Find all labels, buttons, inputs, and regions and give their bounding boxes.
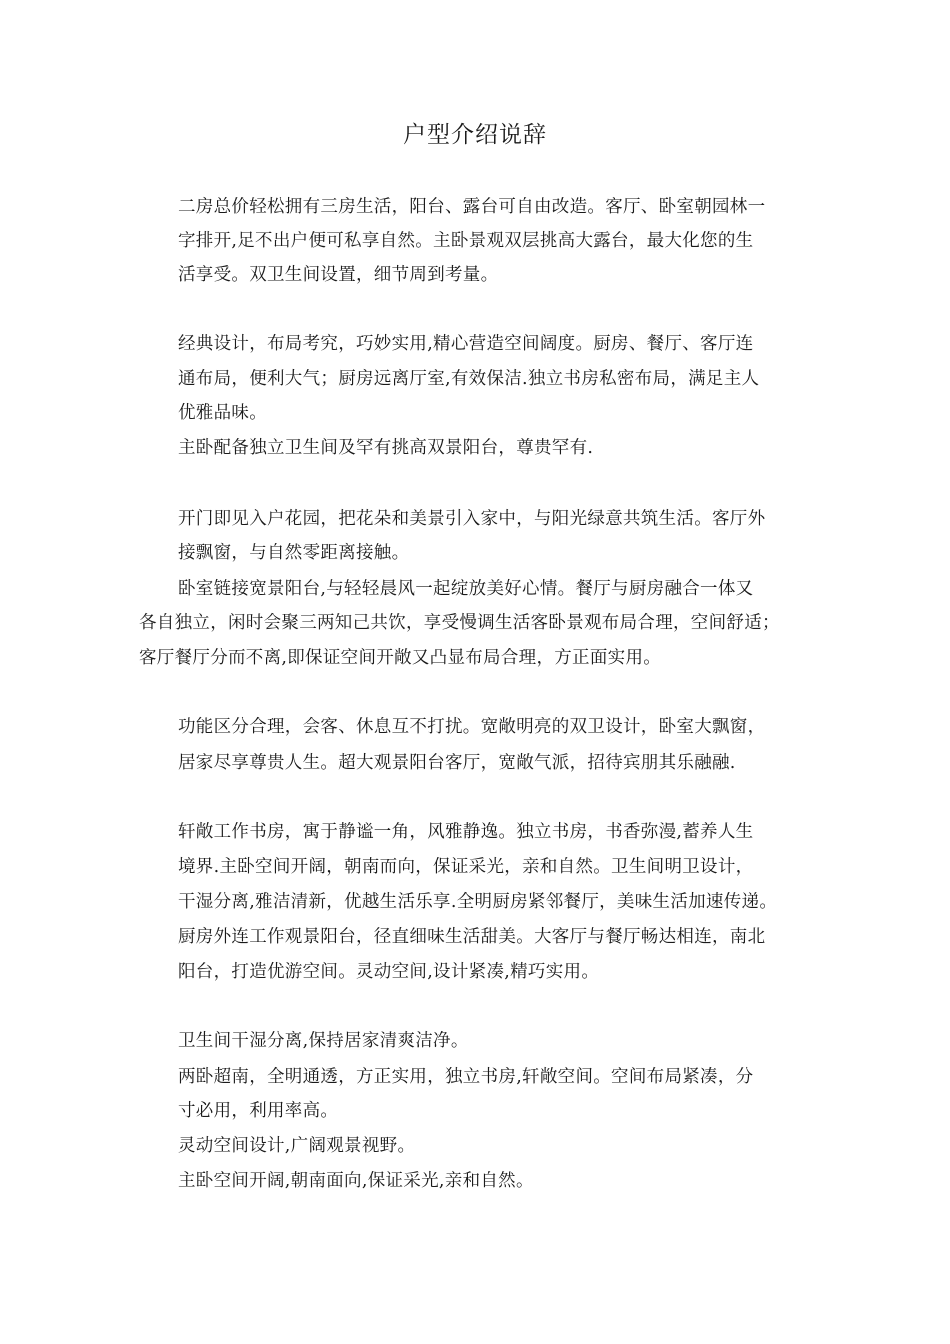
paragraph-line: 二房总价轻松拥有三房生活，阳台、露台可自由改造。客厅、卧室朝园林一 (178, 197, 766, 217)
paragraph-line: 境界.主卧空间开阔，朝南而向，保证采光，亲和自然。卫生间明卫设计， (178, 857, 754, 877)
paragraph-line: 通布局，便利大气；厨房远离厅室,有效保洁.独立书房私密布局，满足主人 (178, 369, 760, 389)
paragraph-line: 活享受。双卫生间设置，细节周到考量。 (178, 265, 499, 285)
paragraph-line: 厨房外连工作观景阳台，径直细味生活甜美。大客厅与餐厅畅达相连，南北 (178, 927, 766, 947)
paragraph-line: 经典设计，布局考究，巧妙实用,精心营造空间阔度。厨房、餐厅、客厅连 (178, 334, 754, 354)
paragraph-line: 卧室链接宽景阳台,与轻轻晨风一起绽放美好心情。餐厅与厨房融合一体又 (178, 579, 754, 599)
paragraph-line: 字排开,足不出户便可私享自然。主卧景观双层挑高大露台，最大化您的生 (178, 231, 754, 251)
paragraph-line: 接飘窗，与自然零距离接触。 (178, 543, 410, 563)
paragraph-line: 开门即见入户花园，把花朵和美景引入家中，与阳光绿意共筑生活。客厅外 (178, 509, 766, 529)
paragraph-line: 轩敞工作书房，寓于静谧一角，风雅静逸。独立书房，书香弥漫,蓄养人生 (178, 822, 754, 842)
paragraph-line: 卫生间干湿分离,保持居家清爽洁净。 (178, 1031, 469, 1051)
paragraph-line: 居家尽享尊贵人生。超大观景阳台客厅，宽敞气派，招待宾朋其乐融融. (178, 753, 736, 773)
paragraph-line: 功能区分合理，会客、休息互不打扰。宽敞明亮的双卫设计，卧室大飘窗， (178, 717, 766, 737)
paragraph-line: 灵动空间设计,广阔观景视野。 (178, 1136, 416, 1156)
paragraph-line: 各自独立，闲时会聚三两知己共饮，享受慢调生活客卧景观布局合理，空间舒适； (139, 613, 780, 633)
paragraph-line: 干湿分离,雅洁清新，优越生活乐享.全明厨房紧邻餐厅，美味生活加速传递。 (178, 892, 778, 912)
paragraph-line: 阳台，打造优游空间。灵动空间,设计紧凑,精巧实用。 (178, 962, 600, 982)
document-title: 户型介绍说辞 (403, 122, 547, 148)
paragraph-line: 两卧超南，全明通透，方正实用，独立书房,轩敞空间。空间布局紧凑，分 (178, 1067, 754, 1087)
paragraph-line: 主卧空间开阔,朝南面向,保证采光,亲和自然。 (178, 1171, 534, 1191)
paragraph-line: 客厅餐厅分而不离,即保证空间开敞又凸显布局合理，方正面实用。 (139, 648, 662, 668)
paragraph-line: 优雅品味。 (178, 403, 267, 423)
paragraph-line: 主卧配备独立卫生间及罕有挑高双景阳台，尊贵罕有. (178, 438, 594, 458)
paragraph-line: 寸必用，利用率高。 (178, 1101, 339, 1121)
